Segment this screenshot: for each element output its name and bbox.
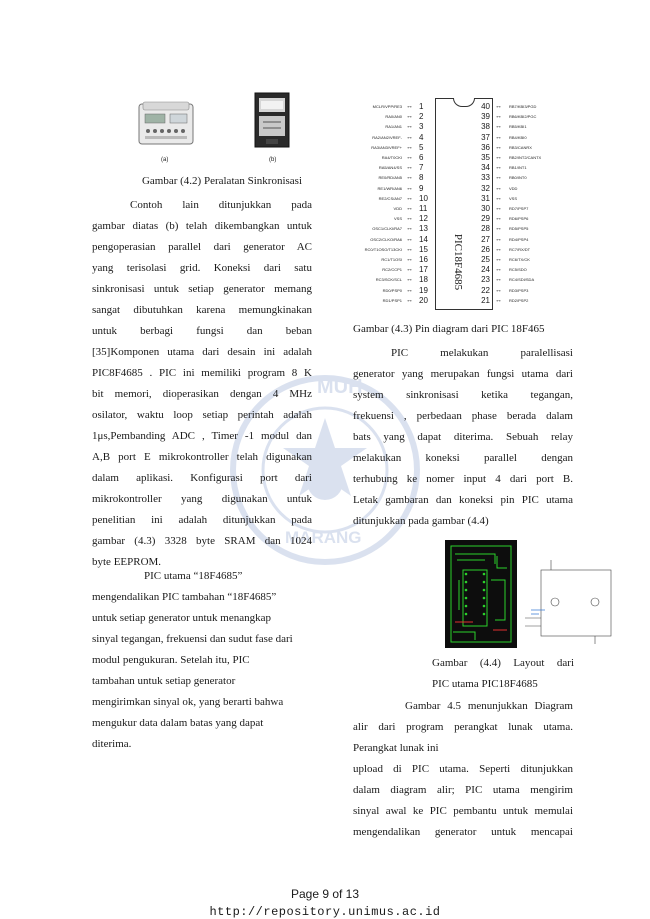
- right-pin-row: [481, 102, 580, 112]
- left-pin-row: [350, 204, 436, 214]
- pin-label: RC0/T1OSO/T13CKI: [364, 246, 402, 252]
- pin-label: RA4/T0CKI: [381, 155, 402, 160]
- bidirectional-arrow-icon: ↔: [495, 112, 502, 121]
- pin-label: RB4/KBI0: [509, 134, 527, 140]
- right-pin-row: [481, 112, 580, 122]
- text-line: mengendalikan generator untuk mencapai: [353, 826, 573, 838]
- right-pin-row: [481, 142, 580, 153]
- synchronizer-device-a-image: [137, 98, 197, 148]
- right-pin-row: [481, 183, 580, 194]
- pin-number: 39: [481, 112, 490, 122]
- bidirectional-arrow-icon: ↔: [406, 275, 413, 284]
- pin-label: VSS: [393, 216, 402, 222]
- right-pin-row: [481, 163, 580, 173]
- bidirectional-arrow-icon: ↔: [495, 102, 502, 110]
- pin-number: 32: [481, 183, 490, 193]
- bidirectional-arrow-icon: ↔: [495, 153, 502, 161]
- right-pin-row: [481, 224, 580, 234]
- text-line: dalam aplikasi. Konfigurasi port dari: [92, 472, 312, 484]
- bidirectional-arrow-icon: ↔: [406, 173, 413, 182]
- text-line: mikrokontroller yang digunakan untuk: [92, 493, 312, 505]
- watermark-bottom-text: MARANG: [285, 528, 362, 547]
- pin-number: 13: [419, 224, 428, 234]
- pin-number: 24: [481, 265, 490, 275]
- pin-number: 40: [481, 102, 490, 111]
- pin-number: 1: [419, 102, 424, 111]
- figure-sub-label-a: (a): [161, 157, 169, 163]
- pin-number: 3: [419, 122, 424, 132]
- pin-label: RB2/INT2/CANTX: [509, 155, 542, 160]
- right-pin-row: [481, 285, 580, 296]
- left-pin-row: [350, 153, 436, 163]
- right-pin-row: [481, 244, 580, 255]
- text-line: untuk setiap generator untuk menangkap: [92, 612, 272, 624]
- pin-number: 33: [481, 173, 490, 183]
- text-line: sangat dibutuhkan karena memungkinakan: [92, 304, 312, 316]
- bidirectional-arrow-icon: ↔: [406, 265, 413, 274]
- pin-label: RC3/SCK/SCL: [375, 277, 402, 283]
- pin-number: 37: [481, 132, 490, 142]
- bidirectional-arrow-icon: ↔: [495, 285, 502, 294]
- bidirectional-arrow-icon: ↔: [406, 244, 413, 253]
- pcb-layout-image: [445, 540, 625, 650]
- text-line: tambahan untuk setiap generator: [92, 675, 236, 687]
- pin-number: 23: [481, 275, 490, 285]
- bidirectional-arrow-icon: ↔: [406, 132, 413, 141]
- text-line: PIC8F4685 . PIC ini memiliki program 8 K: [92, 367, 312, 379]
- pin-number: 8: [419, 173, 424, 183]
- right-pin-row: [481, 122, 580, 132]
- right-pin-row: [481, 255, 580, 265]
- text-line: osilator, waktu loop setiap perintah adalah: [92, 409, 312, 421]
- left-pin-row: [350, 214, 436, 224]
- pin-number: 6: [419, 153, 424, 162]
- pin-label: RD6/PSP6: [509, 216, 529, 222]
- bidirectional-arrow-icon: ↔: [406, 234, 413, 243]
- bidirectional-arrow-icon: ↔: [406, 153, 413, 161]
- text-line: melakukan koneksi parallel dengan: [353, 452, 573, 464]
- left-pin-row: [350, 265, 436, 275]
- bidirectional-arrow-icon: ↔: [406, 112, 413, 121]
- pin-number: 20: [419, 295, 428, 305]
- text-line: ditunjukkan pada gambar (4.4): [353, 515, 489, 527]
- pin-number: 26: [481, 244, 490, 254]
- pin-label: RD7/PSP7: [509, 206, 529, 211]
- text-line: untuk berbagi fungsi dan beban: [92, 325, 312, 337]
- right-pin-row: [481, 234, 580, 245]
- left-pin-row: [350, 275, 436, 285]
- bidirectional-arrow-icon: ↔: [406, 193, 413, 202]
- left-pin-row: [350, 184, 436, 194]
- pin-number: 12: [419, 214, 428, 224]
- pin-number: 34: [481, 163, 490, 173]
- pin-number: 4: [419, 132, 424, 142]
- bidirectional-arrow-icon: ↔: [406, 122, 413, 131]
- pin-number: 27: [481, 234, 490, 244]
- left-pin-row: [350, 143, 436, 153]
- pin-number: 10: [419, 193, 428, 203]
- pin-label: RC1/T1OSI: [381, 257, 402, 262]
- text-line: diterima.: [92, 738, 132, 750]
- left-pin-row: [350, 194, 436, 204]
- pin-number: 9: [419, 183, 424, 193]
- bidirectional-arrow-icon: ↔: [495, 163, 502, 172]
- figure-4-2: [130, 88, 310, 168]
- right-paragraph-1: [353, 343, 573, 532]
- text-line: PIC utama “18F4685”: [144, 570, 243, 582]
- figure-4-3-pin-diagram: [350, 92, 580, 316]
- text-line: pengoperasian parallel dari generator AC: [92, 241, 312, 253]
- pin-number: 11: [419, 204, 428, 213]
- bidirectional-arrow-icon: ↔: [495, 193, 502, 202]
- figure-4-4-pcb-layout: [445, 540, 625, 650]
- right-pin-row: [481, 132, 580, 143]
- pin-number: 7: [419, 163, 424, 173]
- bidirectional-arrow-icon: ↔: [406, 285, 413, 294]
- bidirectional-arrow-icon: ↔: [495, 204, 502, 212]
- pin-label: OSC2/CLKO/RA6: [370, 236, 402, 242]
- pin-number: 14: [419, 234, 428, 244]
- text-line: upload di PIC utama. Seperti ditunjukkan: [353, 763, 573, 775]
- pin-number: 38: [481, 122, 490, 132]
- pin-number: 2: [419, 112, 424, 122]
- bidirectional-arrow-icon: ↔: [495, 173, 502, 182]
- bidirectional-arrow-icon: ↔: [495, 234, 502, 243]
- pin-number: 29: [481, 214, 490, 224]
- pin-label: RA1/AN1: [385, 124, 402, 130]
- pin-label: RC2/CCP1: [382, 267, 402, 273]
- pin-label: RE1/WR/AN6: [377, 185, 402, 191]
- pin-label: RC5/SDO: [509, 267, 527, 273]
- text-line: Letak gambaran dan koneksi pin PIC utama: [353, 494, 573, 506]
- bidirectional-arrow-icon: ↔: [406, 163, 413, 172]
- text-line: yang terisolasi grid. Koneksi dari satu: [92, 262, 312, 274]
- text-line: Perangkat lunak ini: [353, 742, 439, 754]
- text-line: bit memori, dioperasikan dengan 4 MHz: [92, 388, 312, 400]
- pin-number: 19: [419, 285, 428, 295]
- pin-number: 21: [481, 295, 490, 305]
- bidirectional-arrow-icon: ↔: [406, 224, 413, 233]
- right-pin-row: [481, 173, 580, 183]
- text-line: Gambar 4.5 menunjukkan Diagram: [405, 700, 573, 712]
- pin-number: 16: [419, 255, 428, 264]
- left-pin-row: [350, 296, 436, 306]
- left-pin-row: [350, 102, 436, 112]
- pin-label: OSC1/CLKI/RA7: [372, 226, 402, 232]
- left-pin-row: [350, 286, 436, 296]
- text-line: frekuensi , perbedaan phase berada dalam: [353, 410, 573, 422]
- bidirectional-arrow-icon: ↔: [406, 255, 413, 263]
- text-line: mengirimkan sinyal ok, yang berarti bahwa: [92, 696, 284, 708]
- figure-4-3-caption: Gambar (4.3) Pin diagram dari PIC 18F465: [353, 323, 545, 335]
- right-pin-row: [481, 214, 580, 224]
- pin-label: RB5/KBI1: [509, 124, 527, 130]
- right-pin-row: [481, 204, 580, 214]
- pin-label: RD3/PSP3: [509, 287, 529, 293]
- text-line: gambar (4.3) 3328 byte SRAM dan 1024: [92, 535, 312, 547]
- pin-label: VDD: [509, 185, 518, 191]
- text-line: system sinkronisasi ketika tegangan,: [353, 389, 573, 401]
- pin-label: MCLR/VPP/RE3: [372, 104, 402, 109]
- text-line: alir dari program perangkat lunak utama.: [353, 721, 573, 733]
- pin-number: 31: [481, 193, 490, 203]
- pin-label: RA0/AN0: [385, 114, 402, 120]
- bidirectional-arrow-icon: ↔: [406, 183, 413, 192]
- left-pin-row: [350, 122, 436, 132]
- pin-number: 18: [419, 275, 428, 285]
- bidirectional-arrow-icon: ↔: [495, 244, 502, 253]
- pin-label: RD1/PSP1: [382, 297, 402, 303]
- pin-label: RA5/AN4/SS: [378, 165, 402, 171]
- right-pin-row: [481, 265, 580, 275]
- pin-label: RC4/SDI/SDA: [509, 277, 535, 283]
- pin-label: RB1/INT1: [509, 165, 527, 171]
- text-line: dalam diagram alir; PIC utama mengirim: [353, 784, 573, 796]
- bidirectional-arrow-icon: ↔: [495, 224, 502, 233]
- text-line: Contoh lain ditunjukkan pada: [130, 199, 312, 211]
- pin-label: RA2/AN2/VREF-: [372, 134, 402, 140]
- right-pin-row: [481, 193, 580, 204]
- pin-number: 25: [481, 255, 490, 264]
- right-paragraph-2: [353, 696, 573, 843]
- text-line: A,B port E mikrokontroller telah digunakan: [92, 451, 312, 463]
- left-pin-row: [350, 112, 436, 122]
- pin-label: RD5/PSP5: [509, 226, 529, 232]
- left-paragraph-1: [92, 195, 312, 573]
- left-pin-row: [350, 133, 436, 143]
- bidirectional-arrow-icon: ↔: [406, 204, 413, 212]
- bidirectional-arrow-icon: ↔: [495, 255, 502, 263]
- bidirectional-arrow-icon: ↔: [495, 275, 502, 284]
- bidirectional-arrow-icon: ↔: [406, 102, 413, 110]
- pin-label: RB7/KBI3/PGD: [509, 104, 537, 109]
- pin-label: RE2/CS/AN7: [378, 195, 402, 201]
- pin-number: 35: [481, 153, 490, 162]
- text-line: mengukur data dalam batas yang dapat: [92, 717, 264, 729]
- synchronizer-device-b-image: [254, 92, 290, 148]
- left-pin-row: [350, 245, 436, 255]
- text-line: [35]Komponen utama dari desain ini adalah: [92, 346, 312, 358]
- bidirectional-arrow-icon: ↔: [406, 295, 413, 304]
- bidirectional-arrow-icon: ↔: [406, 142, 413, 151]
- text-line: penelitian ini adalah ditunjukkan pada: [92, 514, 312, 526]
- bidirectional-arrow-icon: ↔: [495, 214, 502, 223]
- left-paragraph-2: [92, 566, 312, 755]
- bidirectional-arrow-icon: ↔: [495, 265, 502, 274]
- text-line: mengendalikan PIC tambahan “18F4685”: [92, 591, 277, 603]
- pin-number: 30: [481, 204, 490, 213]
- right-pin-row: [481, 153, 580, 163]
- chip-label: PIC18F4685: [452, 233, 464, 291]
- figure-4-4-caption-line-2: PIC utama PIC18F4685: [432, 678, 538, 690]
- left-pin-row: [350, 163, 436, 173]
- pin-number: 15: [419, 244, 428, 254]
- text-line: terhubung ke nomer input 4 dari port B.: [353, 473, 573, 485]
- text-line: modul pengukuran. Setelah itu, PIC: [92, 654, 250, 666]
- right-pin-row: [481, 295, 580, 306]
- pin-number: 28: [481, 224, 490, 234]
- left-pin-row: [350, 224, 436, 234]
- left-pin-row: [350, 255, 436, 265]
- text-line: sinyal tegangan, frekuensi dan sudut fase dari: [92, 633, 293, 645]
- pin-label: VDD: [393, 206, 402, 211]
- bidirectional-arrow-icon: ↔: [495, 183, 502, 192]
- figure-4-4-caption-line-1: Gambar (4.4) Layout dari: [432, 657, 574, 669]
- text-line: sinyal awal ke PIC pembantu untuk memulai: [353, 805, 573, 817]
- pin-number: 5: [419, 142, 424, 152]
- bidirectional-arrow-icon: ↔: [495, 122, 502, 131]
- left-pin-row: [350, 235, 436, 245]
- figure-4-2-caption: Gambar (4.2) Peralatan Sinkronisasi: [141, 175, 303, 187]
- pin-label: RC6/TX/CK: [509, 257, 530, 262]
- text-line: bats yang dapat diterima. Sebuah relay: [353, 431, 573, 443]
- pin-number: 22: [481, 285, 490, 295]
- right-pin-row: [481, 275, 580, 285]
- text-line: 1μs,Pembanding ADC , Timer -1 modul dan: [92, 430, 312, 442]
- pin-label: VSS: [509, 195, 518, 201]
- pin-label: RD4/PSP4: [509, 236, 529, 242]
- pin-label: RC7/RX/DT: [509, 246, 531, 252]
- text-line: PIC melakukan paralellisasi: [391, 347, 573, 359]
- pin-label: RB3/CANRX: [509, 144, 532, 150]
- page-number: Page 9 of 13: [290, 887, 360, 901]
- figure-sub-label-b: (b): [269, 157, 277, 163]
- bidirectional-arrow-icon: ↔: [406, 214, 413, 223]
- pin-label: RB0/INT0: [509, 175, 527, 181]
- bidirectional-arrow-icon: ↔: [495, 142, 502, 151]
- pin-label: RE0/RD/AN5: [378, 175, 402, 181]
- pin-label: RD2/PSP2: [509, 297, 529, 303]
- bidirectional-arrow-icon: ↔: [495, 295, 502, 304]
- left-pin-row: [350, 173, 436, 183]
- pin-label: RD0/PSP0: [382, 287, 402, 293]
- text-line: gambar diatas (b) telah dikembangkan untuk: [92, 220, 312, 232]
- text-line: sinkronisasi untuk setiap generator memang: [92, 283, 312, 295]
- text-line: byte EEPROM.: [92, 556, 162, 568]
- text-line: generator yang merupakan fungsi utama dari: [353, 368, 573, 380]
- pin-number: 36: [481, 142, 490, 152]
- pin-label: RA3/AN3/VREF+: [371, 144, 402, 150]
- bidirectional-arrow-icon: ↔: [495, 132, 502, 141]
- pin-number: 17: [419, 265, 428, 275]
- repository-url-link[interactable]: http://repository.unimus.ac.id: [209, 905, 441, 919]
- watermark-top-text: MUH: [317, 376, 363, 398]
- pin-label: RB6/KBI2/PGC: [509, 114, 537, 120]
